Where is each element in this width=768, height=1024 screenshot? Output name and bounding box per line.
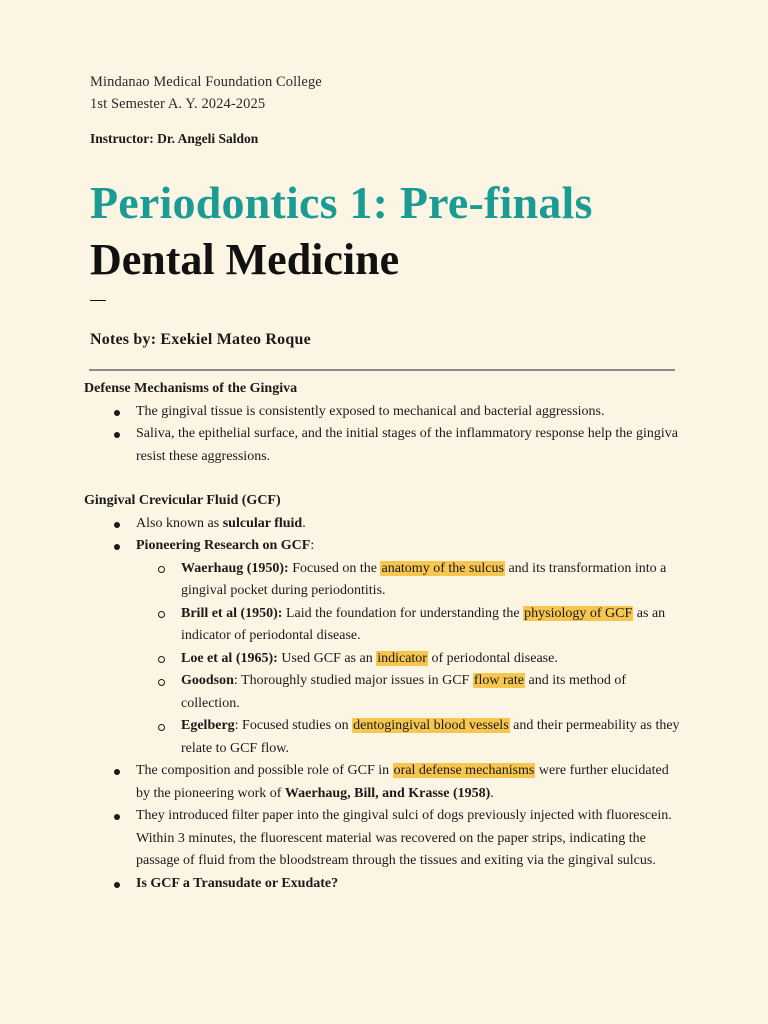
- list-item: The gingival tissue is consistently exposed to mechanical and bacterial aggressions.: [84, 401, 684, 424]
- horizontal-rule: [89, 369, 675, 371]
- highlighted-term: anatomy of the sulcus: [381, 560, 504, 576]
- highlighted-term: indicator: [377, 650, 427, 666]
- highlighted-term: dentogingival blood vessels: [353, 718, 509, 733]
- highlighted-term: oral defense mechanisms: [393, 763, 535, 778]
- defense-list: [84, 401, 684, 469]
- sulcular-fluid-term: sulcular fluid: [222, 515, 303, 531]
- section-heading-gcf: Gingival Crevicular Fluid (GCF): [84, 493, 281, 508]
- list-item: The composition and possible role of GCF in oral defense mechanisms were further elucidated by the pioneering work of Waerhaug, Bill, and Krasse (1958).: [84, 760, 684, 805]
- semester-line: 1st Semester A. Y. 2024-2025: [90, 96, 266, 112]
- section-heading-defense: Defense Mechanisms of the Gingiva: [84, 381, 298, 396]
- list-item: Also known as sulcular fluid.: [84, 513, 684, 536]
- list-item: They introduced filter paper into the gingival sulci of dogs previously injected with fluorescein. Within 3 minutes, the fluorescent material was recovered on the paper strips, indicating the passage of fluid from the bloodstream through the tissues and exiting via the gingival sulcus.: [84, 805, 684, 873]
- instructor-line: Instructor: Dr. Angeli Saldon: [90, 131, 259, 146]
- research-item: Waerhaug (1950): Focused on the anatomy of the sulcus and its transformation into a gingival pocket during periodontitis.: [136, 558, 684, 603]
- list-item: [84, 873, 684, 896]
- course-title: Periodontics 1: Pre-finals: [90, 177, 593, 228]
- research-item: Loe et al (1965): Used GCF as an indicator of periodontal disease.: [136, 648, 684, 671]
- research-list: [136, 558, 684, 761]
- highlighted-term: physiology of GCF: [524, 605, 633, 621]
- course-subtitle: Dental Medicine: [90, 235, 400, 284]
- research-item: Brill et al (1950): Laid the foundation for understanding the physiology of GCF as an indicator of periodontal disease.: [136, 603, 684, 648]
- highlighted-term: flow rate: [473, 673, 524, 688]
- question-heading: Is GCF a Transudate or Exudate?: [136, 875, 339, 891]
- research-item: Egelberg: Focused studies on dentogingival blood vessels and their permeability as they relate to GCF flow.: [136, 715, 684, 760]
- list-item: Saliva, the epithelial surface, and the initial stages of the inflammatory response help the gingiva resist these aggressions.: [84, 423, 684, 468]
- research-item: Goodson: Thoroughly studied major issues in GCF flow rate and its method of collection.: [136, 670, 684, 715]
- list-item: Pioneering Research on GCF: Waerhaug (1950): Focused on the anatomy of the sulcus and its transformation into a gingival pocket during periodontitis. Brill et al (1950): Laid the foundation for understanding the physiology of GCF as an indicator of periodontal disease. Loe et al (1965): Used GCF as an indicator of periodontal disease. Goodson: Thoroughly studied major issues in GCF flow rate and its method of collection. Egelberg: Focused studies on dentogingival blood vessels and their permeability as they relate to GCF flow.: [84, 535, 684, 760]
- college-name: Mindanao Medical Foundation College: [90, 74, 322, 90]
- research-heading: Pioneering Research on GCF: [136, 538, 311, 553]
- notes-body: [84, 378, 684, 895]
- gcf-list: [84, 513, 684, 896]
- notes-author: Notes by: Exekiel Mateo Roque: [90, 331, 311, 348]
- title-dash: [90, 300, 106, 301]
